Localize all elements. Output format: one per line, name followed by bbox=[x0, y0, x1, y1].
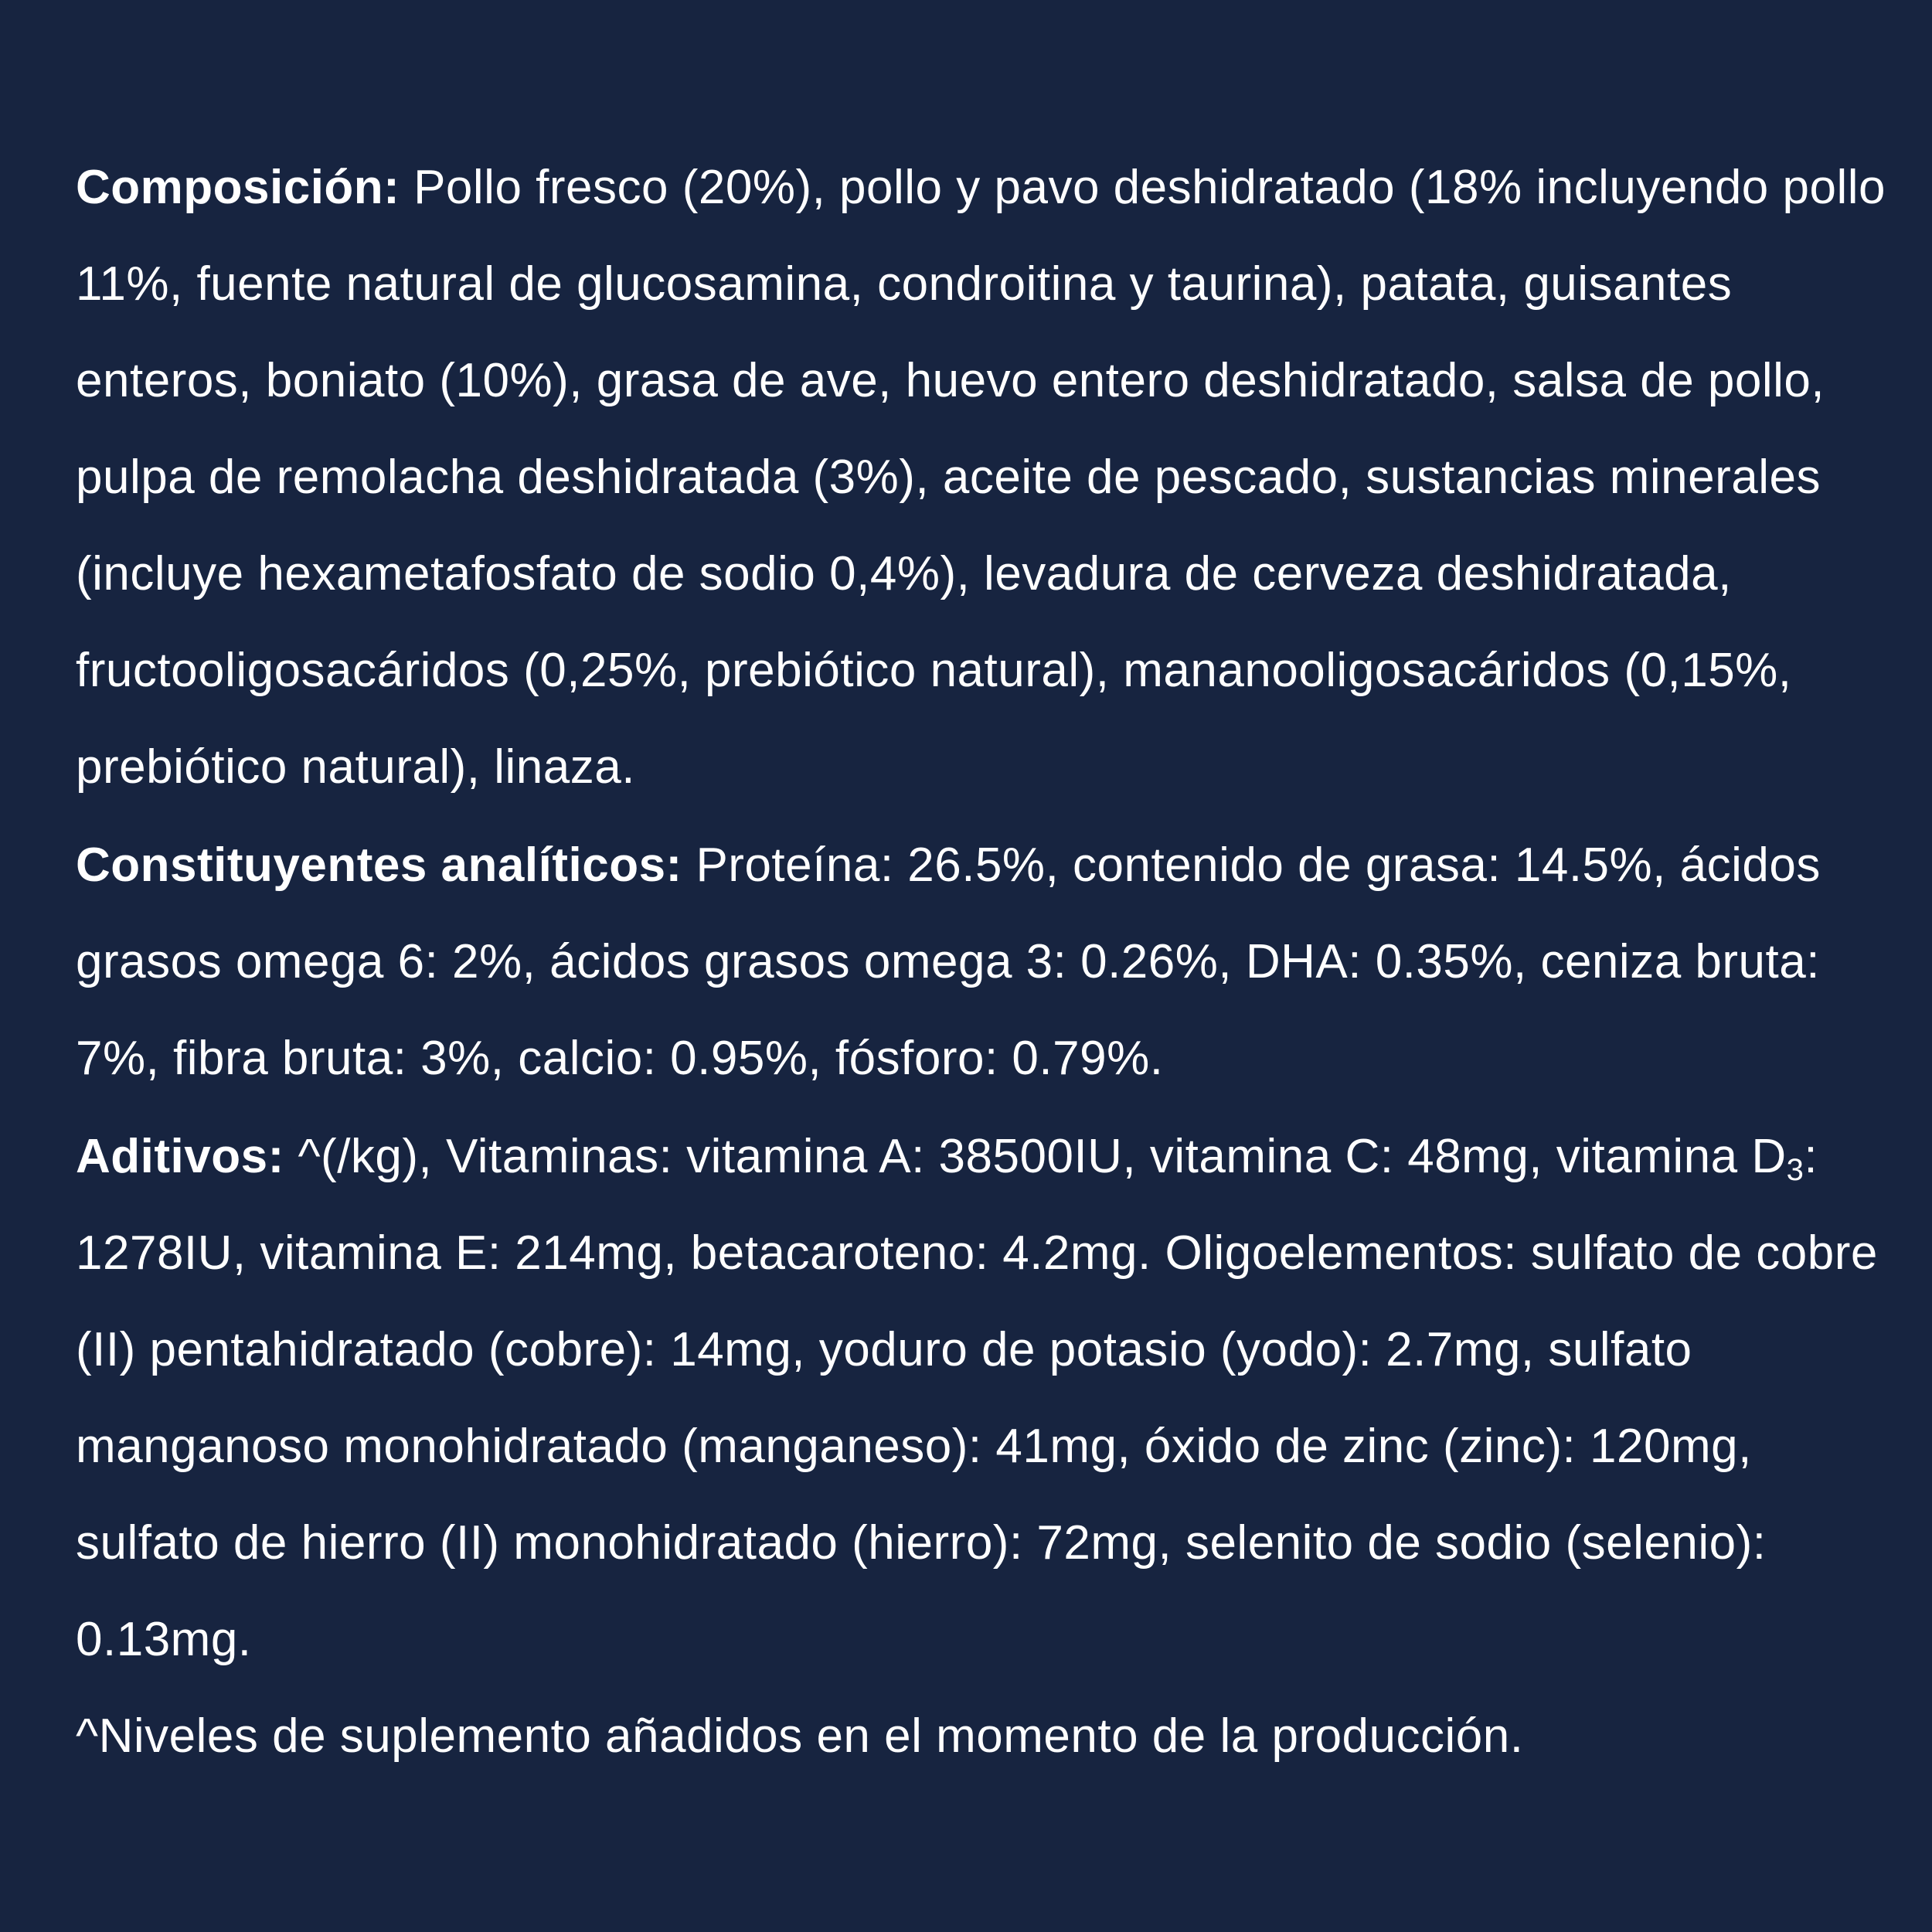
analytical-constituents-paragraph bbox=[76, 817, 1907, 1107]
composition-label: Composición: bbox=[76, 161, 400, 214]
additives-paragraph bbox=[76, 1108, 1907, 1784]
analytical-constituents-text: Proteína: 26.5%, contenido de grasa: 14.5%, ácidos grasos omega 6: 2%, ácidos grasos omega 3: 0.26%, DHA: 0.35%, ceniza bruta: 7%, fibra bruta: 3%, calcio: 0.95%, fósforo: 0.79%. bbox=[76, 838, 1821, 1085]
additives-text-part-1: ^(/kg), Vitaminas: vitamina A: 38500IU, vitamina C: 48mg, vitamina D bbox=[298, 1130, 1787, 1183]
vitamin-d-subscript: 3 bbox=[1786, 1153, 1804, 1187]
analytical-constituents-label: Constituyentes analíticos: bbox=[76, 838, 682, 892]
additives-footnote: ^Niveles de suplemento añadidos en el momento de la producción. bbox=[76, 1709, 1524, 1763]
additives-label: Aditivos: bbox=[76, 1130, 284, 1183]
composition-text: Pollo fresco (20%), pollo y pavo deshidratado (18% incluyendo pollo 11%, fuente natural de glucosamina, condroitina y taurina), patata, guisantes enteros, boniato (10%), grasa de ave, huevo entero deshidratado, salsa de pollo, pulpa de remolacha deshidratada (3%), aceite de pescado, sustancias minerales (incluye hexametafosfato de sodio 0,4%), levadura de cerveza deshidratada, fructooligosacáridos (0,25%, prebiótico natural), mananooligosacáridos (0,15%, prebiótico natural), linaza. bbox=[76, 161, 1886, 794]
composition-paragraph bbox=[76, 139, 1907, 815]
additives-text-part-2: : 1278IU, vitamina E: 214mg, betacaroteno: 4.2mg. Oligoelementos: sulfato de cobre (II) pentahidratado (cobre): 14mg, yoduro de potasio (yodo): 2.7mg, sulfato manganoso monohidratado (manganeso): 41mg, óxido de zinc (zinc): 120mg, sulfato de hierro (II) monohidratado (hierro): 72mg, selenito de sodio (selenio): 0.13mg. bbox=[76, 1130, 1878, 1666]
ingredient-label-text bbox=[76, 139, 1907, 1784]
